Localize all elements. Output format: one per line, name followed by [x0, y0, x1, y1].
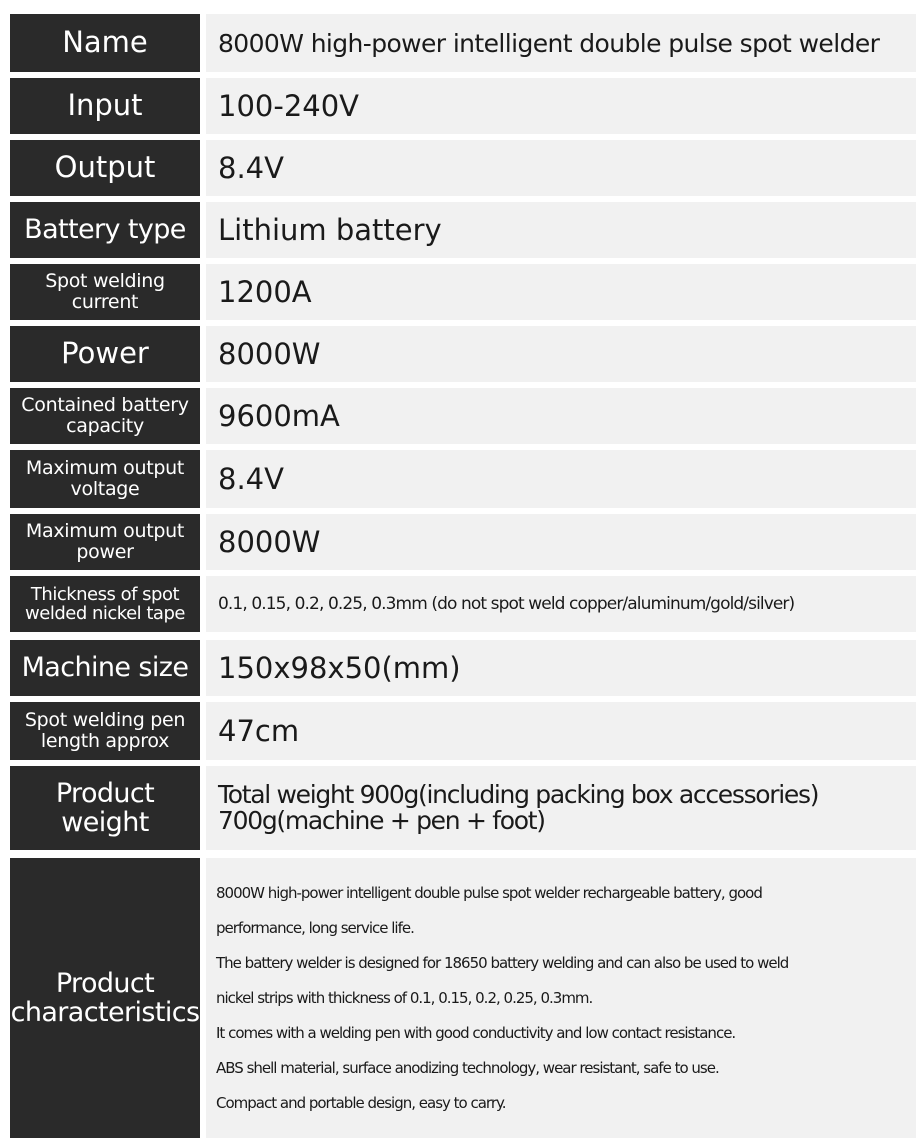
spec-label: Spot welding pen length approx [10, 702, 200, 760]
spec-value: Lithium battery [206, 202, 916, 258]
spec-value: 150x98x50(mm) [206, 640, 916, 696]
spec-label: Product weight [10, 766, 200, 850]
spec-row-max-output-power [10, 514, 916, 570]
spec-label: Product characteristics [10, 858, 200, 1138]
spec-label: Maximum output power [10, 514, 200, 570]
spec-row-battery-capacity [10, 388, 916, 444]
spec-label: Battery type [10, 202, 200, 258]
spec-label: Machine size [10, 640, 200, 696]
spec-value: 8000W [206, 326, 916, 382]
characteristics-line: The battery welder is designed for 18650 battery welding and can also be used to weld [216, 953, 789, 972]
characteristics-line: performance, long service life. [216, 918, 414, 937]
characteristics-text [206, 858, 916, 1138]
characteristics-line: Compact and portable design, easy to carry. [216, 1093, 506, 1112]
spec-label: Thickness of spot welded nickel tape [10, 576, 200, 632]
spec-label: Spot welding current [10, 264, 200, 320]
spec-value: 8.4V [206, 450, 916, 508]
spec-label: Output [10, 140, 200, 196]
spec-label: Contained battery capacity [10, 388, 200, 444]
spec-label: Power [10, 326, 200, 382]
spec-row-product-characteristics [10, 858, 916, 1138]
characteristics-line: ABS shell material, surface anodizing technology, wear resistant, safe to use. [216, 1058, 719, 1077]
spec-row-nickel-tape-thickness [10, 576, 916, 632]
spec-label: Name [10, 14, 200, 72]
spec-value: 8000W high-power intelligent double pulse spot welder [206, 14, 916, 72]
spec-row-battery-type [10, 202, 916, 258]
spec-row-output [10, 140, 916, 196]
spec-row-max-output-voltage [10, 450, 916, 508]
spec-value: 1200A [206, 264, 916, 320]
spec-value: 100-240V [206, 78, 916, 134]
spec-label: Maximum output voltage [10, 450, 200, 508]
spec-value: 9600mA [206, 388, 916, 444]
spec-value: Total weight 900g(including packing box accessories) 700g(machine + pen + foot) [206, 766, 916, 850]
spec-row-input [10, 78, 916, 134]
spec-row-product-weight [10, 766, 916, 850]
characteristics-line: nickel strips with thickness of 0.1, 0.15, 0.2, 0.25, 0.3mm. [216, 988, 593, 1007]
spec-row-power [10, 326, 916, 382]
spec-value: 47cm [206, 702, 916, 760]
characteristics-line: 8000W high-power intelligent double pulse spot welder rechargeable battery, good [216, 883, 762, 902]
spec-row-welding-current [10, 264, 916, 320]
spec-row-machine-size [10, 640, 916, 696]
spec-value: 8000W [206, 514, 916, 570]
spec-row-pen-length [10, 702, 916, 760]
spec-row-name [10, 14, 916, 72]
spec-label: Input [10, 78, 200, 134]
characteristics-line: It comes with a welding pen with good conductivity and low contact resistance. [216, 1023, 736, 1042]
spec-value: 8.4V [206, 140, 916, 196]
spec-value: 0.1, 0.15, 0.2, 0.25, 0.3mm (do not spot weld copper/aluminum/gold/silver) [206, 576, 916, 632]
